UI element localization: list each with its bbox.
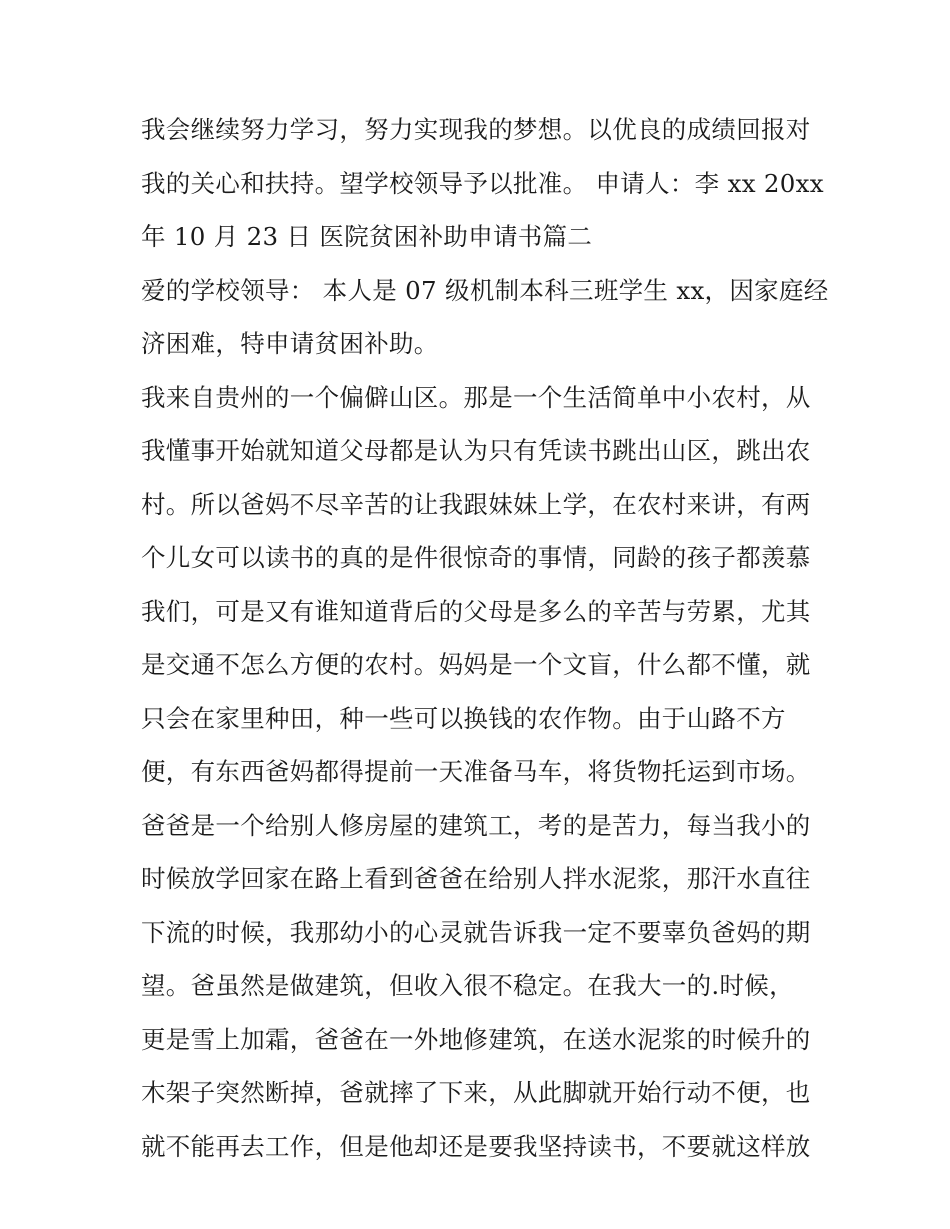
text-line: 时候放学回家在路上看到爸爸在给别人拌水泥浆，那汗水直往 <box>141 864 811 893</box>
text-line: 年 10 月 23 日 医院贫困补助申请书篇二 <box>141 222 593 251</box>
text-line: 更是雪上加霜，爸爸在一外地修建筑，在送水泥浆的时候升的 <box>141 1024 811 1054</box>
text-line: 下流的时候，我那幼小的心灵就告诉我一定不要辜负爸妈的期 <box>141 917 811 947</box>
text-line: 我会继续努力学习，努力实现我的梦想。以优良的成绩回报对 <box>141 115 811 144</box>
document-body <box>141 108 829 1178</box>
text-line: 济困难，特申请贫困补助。 <box>141 329 439 358</box>
text-line: 就不能再去工作，但是他却还是要我坚持读书，不要就这样放 <box>141 1131 811 1161</box>
text-line: 望。爸虽然是做建筑，但收入很不稳定。在我大一的.时候， <box>141 971 794 1000</box>
text-line: 木架子突然断掉，爸就摔了下来，从此脚就开始行动不便，也 <box>141 1078 811 1107</box>
text-line: 只会在家里种田，种一些可以换钱的农作物。由于山路不方 <box>141 703 786 733</box>
text-line: 村。所以爸妈不尽辛苦的让我跟妹妹上学，在农村来讲，有两 <box>141 489 811 519</box>
text-line: 是交通不怎么方便的农村。妈妈是一个文盲，什么都不懂，就 <box>141 650 811 679</box>
text-line: 我懂事开始就知道父母都是认为只有凭读书跳出山区，跳出农 <box>141 436 811 465</box>
text-line: 我来自贵州的一个偏僻山区。那是一个生活简单中小农村，从 <box>141 382 811 412</box>
text-line: 我们，可是又有谁知道背后的父母是多么的辛苦与劳累，尤其 <box>141 596 811 626</box>
text-line: 我的关心和扶持。望学校领导予以批准。 申请人：李 xx 20xx <box>141 168 824 198</box>
text-line: 爸爸是一个给别人修房屋的建筑工，考的是苦力，每当我小的 <box>141 810 811 840</box>
text-line: 便，有东西爸妈都得提前一天准备马车，将货物托运到市场。 <box>141 757 811 786</box>
text-line: 爱的学校领导： 本人是 07 级机制本科三班学生 xx，因家庭经 <box>141 275 829 305</box>
text-line: 个儿女可以读书的真的是件很惊奇的事情，同龄的孩子都羡慕 <box>141 543 811 572</box>
